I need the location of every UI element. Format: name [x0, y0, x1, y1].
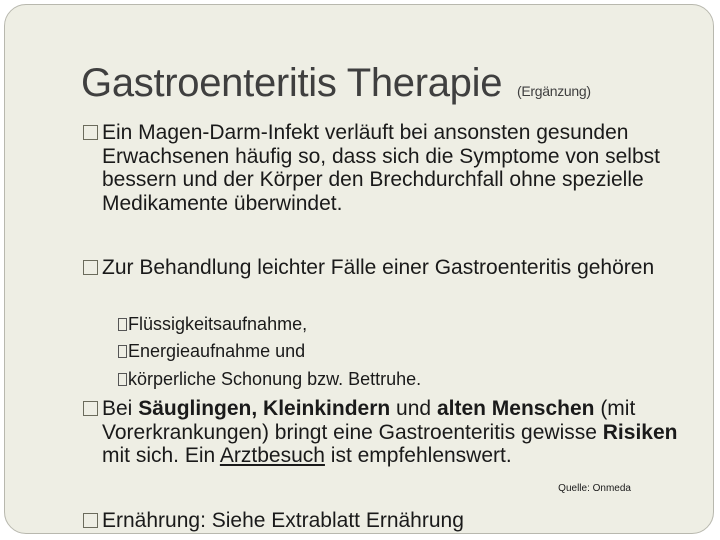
subbullet-3-text: körperliche Schonung bzw. Bettruhe.	[128, 369, 422, 389]
subbullet-2-text: Energieaufnahme und	[128, 341, 306, 361]
text-run: und	[390, 397, 437, 420]
bullet-2-text: Zur Behandlung leichter Fälle einer Gastroenteritis gehören	[102, 256, 655, 279]
title-main: Gastroenteritis Therapie	[81, 61, 503, 105]
slide	[4, 4, 714, 534]
bullet-2	[83, 256, 683, 280]
title-subtitle: (Ergänzung)	[517, 83, 591, 99]
bullet-3-text	[83, 397, 683, 468]
subbullet-3	[118, 369, 421, 389]
subbullet-2	[118, 341, 305, 361]
checkbox-icon	[83, 513, 98, 528]
bullet-3	[83, 397, 683, 468]
bullet-1	[83, 121, 683, 215]
subbullet-1-text: Flüssigkeitsaufnahme,	[128, 314, 308, 334]
checkbox-icon	[83, 125, 98, 140]
text-run: mit sich. Ein	[102, 444, 220, 467]
sub-bullet-icon	[118, 318, 127, 331]
subbullet-1	[118, 314, 307, 334]
emphasis-risks: Risiken	[602, 420, 678, 444]
emphasis-elderly: alten Menschen	[436, 397, 595, 420]
slide-title	[81, 61, 591, 106]
text-run: (mit Vorerkrankungen) bringt eine Gastroenteritis gewisse	[102, 397, 636, 444]
checkbox-icon	[83, 401, 98, 416]
text-run: ist empfehlenswert.	[324, 444, 512, 467]
sub-bullet-icon	[118, 373, 127, 386]
checkbox-icon	[83, 260, 98, 275]
bullet-1-text: Ein Magen-Darm-Infekt verläuft bei ansonsten gesunden Erwachsenen häufig so, dass sich die Symptome von selbst bessern und der Körper den Brechdurchfall ohne spezielle Medikamente überwindet.	[102, 121, 660, 215]
underline-doctor-visit: Arztbesuch	[219, 444, 325, 467]
bullet-4-text: Ernährung: Siehe Extrablatt Ernährung	[102, 509, 464, 532]
sub-bullet-icon	[118, 345, 127, 358]
bullet-4	[83, 509, 683, 533]
text-run: Bei	[102, 397, 139, 420]
source-note: Quelle: Onmeda	[558, 483, 631, 494]
emphasis-infants: Säuglingen, Kleinkindern	[138, 397, 391, 420]
